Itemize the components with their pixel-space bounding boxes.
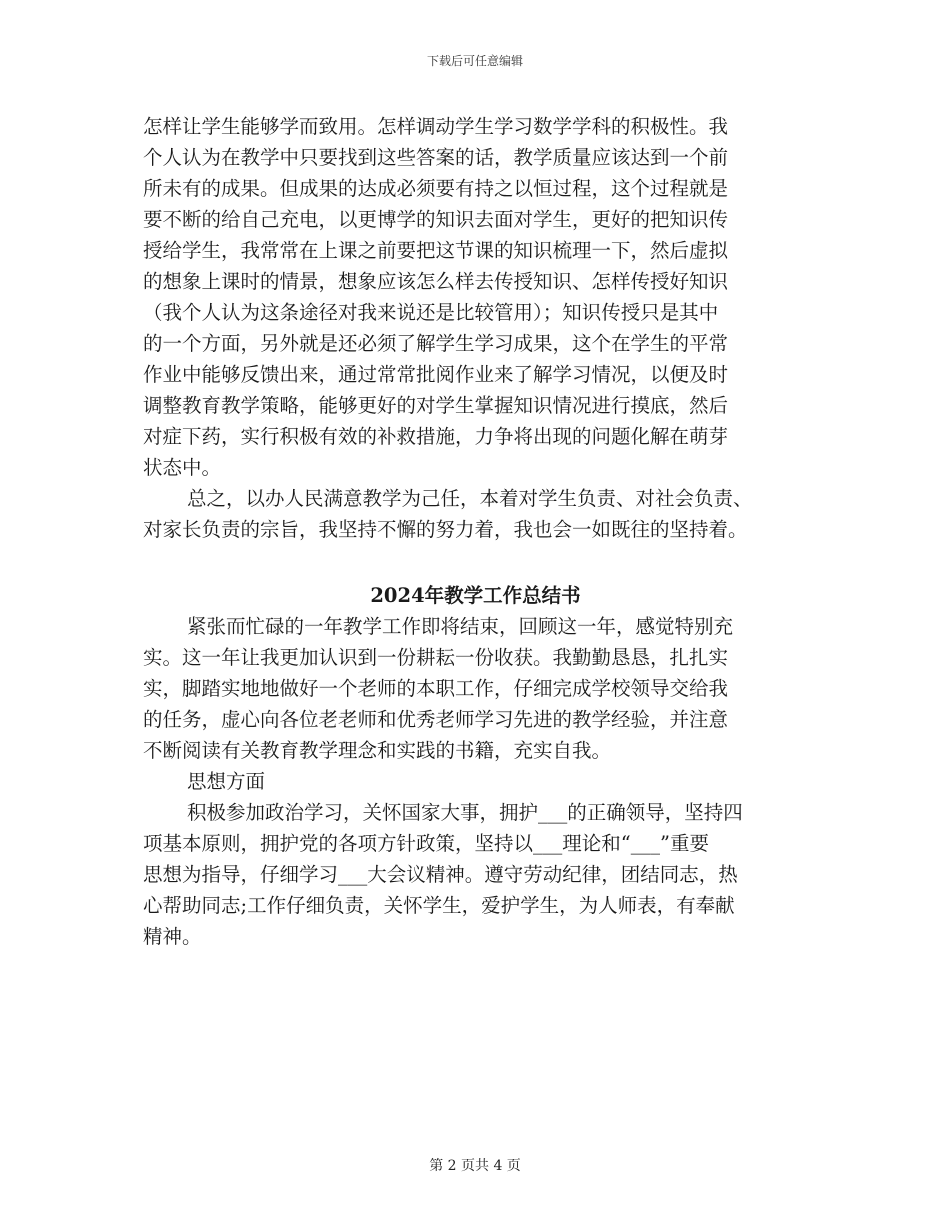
text-line: 的想象上课时的情景，想象应该怎么样去传授知识、怎样传授好知识 xyxy=(143,270,729,293)
text-line: 实。这一年让我更加认识到一份耕耘一份收获。我勤勤恳恳，扎扎实 xyxy=(143,646,729,669)
text-line: 精神。 xyxy=(143,925,202,948)
text-line: 的一个方面，另外就是还必须了解学生学习成果，这个在学生的平常 xyxy=(143,332,729,355)
text-line: 积极参加政治学习，关怀国家大事，拥护___的正确领导，坚持四 xyxy=(187,801,743,824)
text-line: （我个人认为这条途径对我来说还是比较管用）；知识传授只是其中 xyxy=(143,301,719,324)
paragraph-teaching-method xyxy=(143,111,808,483)
text-line: 的任务，虚心向各位老老师和优秀老师学习先进的教学经验，并注意 xyxy=(143,708,729,731)
paragraph-intro xyxy=(143,611,808,766)
text-line: 个人认为在教学中只要找到这些答案的话，教学质量应该达到一个前 xyxy=(143,146,729,169)
paragraph-thought xyxy=(143,797,808,952)
section-spacer xyxy=(143,545,808,576)
text-line: 所未有的成果。但成果的达成必须要有持之以恒过程，这个过程就是 xyxy=(143,177,729,200)
text-line: 紧张而忙碌的一年教学工作即将结束，回顾这一年，感觉特别充 xyxy=(187,615,734,638)
text-line: 授给学生，我常常在上课之前要把这节课的知识梳理一下，然后虚拟 xyxy=(143,239,729,262)
text-line: 怎样让学生能够学而致用。怎样调动学生学习数学学科的积极性。我 xyxy=(143,115,729,138)
section-title: 2024年教学工作总结书 xyxy=(370,584,581,607)
paragraph-conclusion xyxy=(143,483,808,545)
text-line: 对家长负责的宗旨，我坚持不懈的努力着，我也会一如既往的坚持着。 xyxy=(143,518,748,541)
text-line: 要不断的给自己充电，以更博学的知识去面对学生，更好的把知识传 xyxy=(143,208,729,231)
text-line: 作业中能够反馈出来，通过常常批阅作业来了解学习情况，以便及时 xyxy=(143,363,729,386)
document-body xyxy=(143,111,808,952)
text-line: 总之，以办人民满意教学为己任，本着对学生负责、对社会负责、 xyxy=(187,487,753,510)
text-line: 项基本原则，拥护党的各项方针政策，坚持以___理论和“___”重要 xyxy=(143,832,709,855)
text-line: 状态中。 xyxy=(143,456,222,479)
text-line: 对症下药，实行积极有效的补救措施，力争将出现的问题化解在萌芽 xyxy=(143,425,729,448)
page-header-note: 下载后可任意编辑 xyxy=(426,54,523,68)
text-line: 思想为指导，仔细学习___大会议精神。遵守劳动纪律，团结同志，热 xyxy=(143,863,738,886)
text-line: 不断阅读有关教育教学理念和实践的书籍，充实自我。 xyxy=(143,739,612,762)
page-number-footer: 第 2 页共 4 页 xyxy=(429,1158,521,1174)
text-line: 心帮助同志;工作仔细负责，关怀学生，爱护学生，为人师表，有奉献 xyxy=(143,894,735,917)
text-line: 调整教育教学策略，能够更好的对学生掌握知识情况进行摸底，然后 xyxy=(143,394,729,417)
text-line: 实，脚踏实地地做好一个老师的本职工作，仔细完成学校领导交给我 xyxy=(143,677,729,700)
subheading-thought: 思想方面 xyxy=(187,770,266,793)
